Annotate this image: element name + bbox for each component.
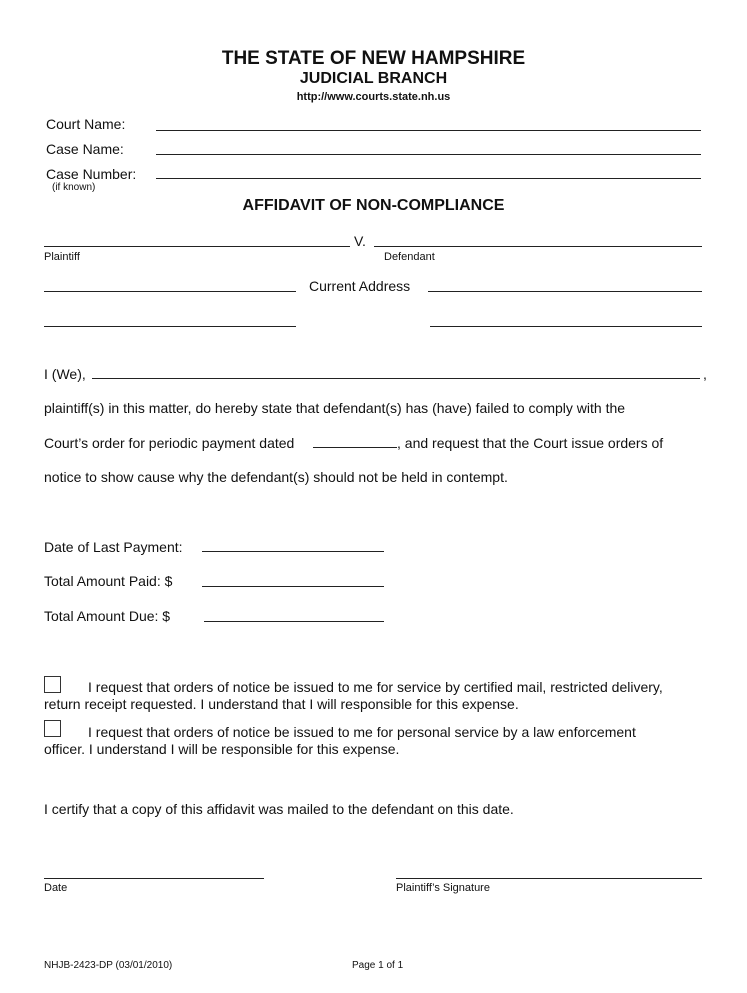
defendant-address-line-2[interactable] — [430, 326, 702, 327]
personal-service-checkbox[interactable] — [44, 720, 61, 737]
plaintiff-address-line-2[interactable] — [44, 326, 296, 327]
case-name-label: Case Name: — [46, 141, 124, 157]
statement-line-2a: Court’s order for periodic payment dated — [44, 435, 295, 451]
date-field[interactable] — [44, 878, 264, 879]
i-we-label: I (We), — [44, 366, 86, 382]
plaintiff-address-line-1[interactable] — [44, 291, 296, 292]
plaintiff-label: Plaintiff — [44, 251, 80, 263]
page-number: Page 1 of 1 — [352, 960, 404, 971]
defendant-label: Defendant — [384, 251, 435, 263]
court-name-field[interactable] — [156, 130, 701, 131]
case-number-note: (if known) — [52, 182, 96, 193]
form-id: NHJB-2423-DP (03/01/2010) — [44, 960, 173, 971]
defendant-field[interactable] — [374, 246, 702, 247]
form-title: AFFIDAVIT OF NON-COMPLIANCE — [242, 197, 505, 214]
option-1-line-2: return receipt requested. I understand that I will responsible for this expense. — [44, 696, 519, 712]
option-2-line-2: officer. I understand I will be responsible for this expense. — [44, 741, 400, 757]
versus-label: V. — [354, 233, 366, 249]
option-2-line-1: I request that orders of notice be issued to me for personal service by a law enforcement — [88, 724, 636, 740]
total-paid-label: Total Amount Paid: $ — [44, 573, 173, 589]
order-date-field[interactable] — [313, 447, 397, 448]
total-due-label: Total Amount Due: $ — [44, 608, 171, 624]
total-due-field[interactable] — [204, 621, 384, 622]
date-label: Date — [44, 882, 68, 894]
plaintiff-field[interactable] — [44, 246, 350, 247]
statement-line-2b: , and request that the Court issue orders of — [397, 435, 664, 451]
option-1-line-1: I request that orders of notice be issued to me for service by certified mail, restricted delivery, — [88, 679, 663, 695]
state-title: THE STATE OF NEW HAMPSHIRE — [221, 48, 526, 69]
case-number-field[interactable] — [156, 178, 701, 179]
certified-mail-checkbox[interactable] — [44, 676, 61, 693]
last-payment-label: Date of Last Payment: — [44, 539, 183, 555]
affiant-name-field[interactable] — [92, 378, 700, 379]
case-name-field[interactable] — [156, 154, 701, 155]
statement-line-3: notice to show cause why the defendant(s) should not be held in contempt. — [44, 469, 508, 485]
court-name-label: Court Name: — [46, 116, 126, 132]
total-paid-field[interactable] — [202, 586, 384, 587]
statement-line-1: plaintiff(s) in this matter, do hereby state that defendant(s) has (have) failed to comply with the — [44, 400, 626, 416]
current-address-label: Current Address — [309, 278, 411, 294]
court-website: http://www.courts.state.nh.us — [296, 91, 451, 103]
defendant-address-line-1[interactable] — [428, 291, 702, 292]
signature-label: Plaintiff’s Signature — [396, 882, 490, 894]
branch-title: JUDICIAL BRANCH — [299, 70, 448, 87]
last-payment-field[interactable] — [202, 551, 384, 552]
case-number-label: Case Number: — [46, 166, 137, 182]
signature-field[interactable] — [396, 878, 702, 879]
certification-text: I certify that a copy of this affidavit was mailed to the defendant on this date. — [44, 801, 514, 817]
statement-comma: , — [703, 366, 707, 382]
